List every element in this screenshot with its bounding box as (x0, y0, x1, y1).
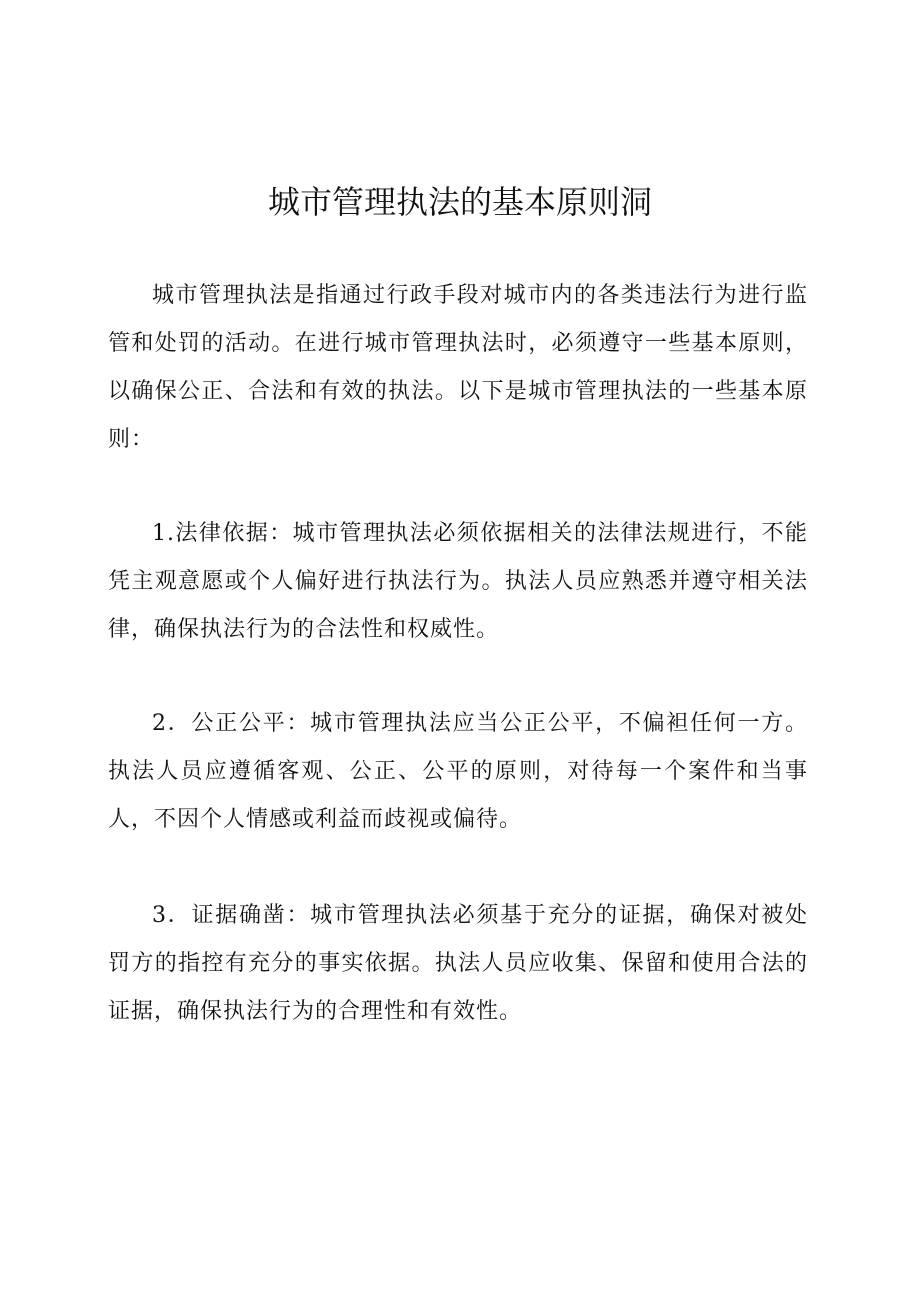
principle-2-paragraph: 2．公正公平：城市管理执法应当公正公平，不偏袒任何一方。执法人员应遵循客观、公正、公平的原则，对待每一个案件和当事人，不因个人情感或利益而歧视或偏待。 (108, 711, 808, 832)
principle-1-paragraph: 1.法律依据：城市管理执法必须依据相关的法律法规进行，不能凭主观意愿或个人偏好进行执法行为。执法人员应熟悉并遵守相关法律，确保执法行为的合法性和权威性。 (108, 521, 808, 642)
intro-paragraph: 城市管理执法是指通过行政手段对城市内的各类违法行为进行监管和处罚的活动。在进行城市管理执法时，必须遵守一些基本原则，以确保公正、合法和有效的执法。以下是城市管理执法的一些基本原则： (108, 283, 808, 452)
document-title: 城市管理执法的基本原则洞 (267, 183, 652, 221)
principle-3-paragraph: 3．证据确凿：城市管理执法必须基于充分的证据，确保对被处罚方的指控有充分的事实依据。执法人员应收集、保留和使用合法的证据，确保执法行为的合理性和有效性。 (108, 903, 808, 1024)
